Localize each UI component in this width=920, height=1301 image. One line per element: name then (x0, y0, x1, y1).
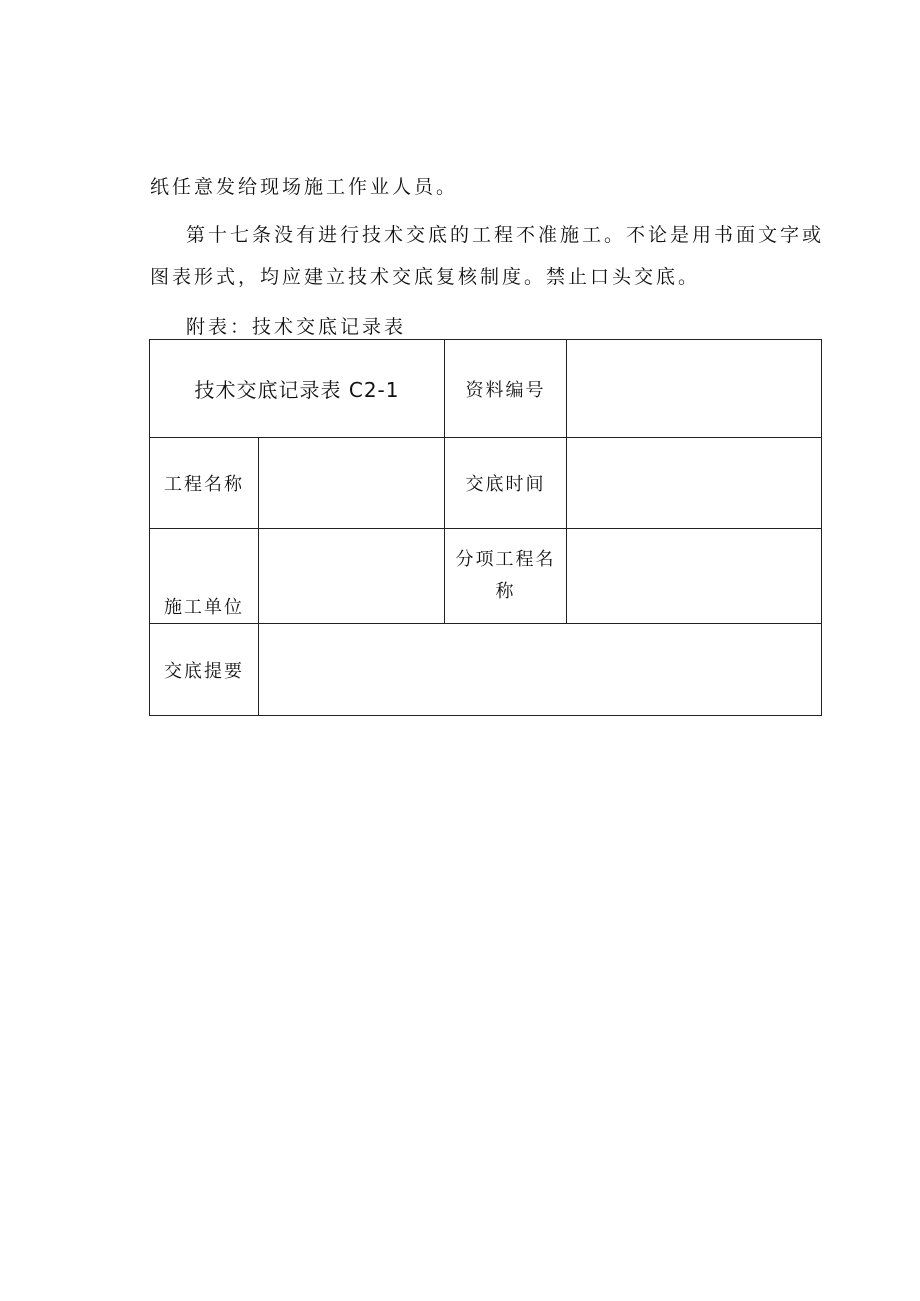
table-row (150, 624, 822, 716)
article-17-line-1: 第十七条没有进行技术交底的工程不准施工。不论是用书面文字或 (186, 224, 825, 246)
project-name-label: 工程名称 (150, 438, 259, 529)
subproject-label-line-2: 称 (495, 581, 516, 602)
project-name-value[interactable] (259, 438, 445, 529)
doc-no-label: 资料编号 (445, 340, 567, 438)
summary-label: 交底提要 (150, 624, 259, 716)
subproject-label (445, 529, 567, 624)
table-caption: 附表：技术交底记录表 (186, 316, 407, 338)
briefing-time-value[interactable] (567, 438, 822, 529)
construction-unit-label: 施工单位 (150, 529, 259, 624)
table-title: 技术交底记录表 C2-1 (150, 340, 445, 438)
subproject-value[interactable] (567, 529, 822, 624)
summary-value[interactable] (259, 624, 822, 716)
construction-unit-value[interactable] (259, 529, 445, 624)
article-17-line-2: 图表形式，均应建立技术交底复核制度。禁止口头交底。 (150, 266, 701, 288)
technical-briefing-record-table (149, 339, 822, 716)
briefing-time-label: 交底时间 (445, 438, 567, 529)
table-row (150, 529, 822, 624)
doc-no-value[interactable] (567, 340, 822, 438)
table-row (150, 438, 822, 529)
subproject-label-line-1: 分项工程名 (455, 549, 556, 570)
table-row (150, 340, 822, 438)
paragraph-continuation: 纸任意发给现场施工作业人员。 (150, 176, 459, 198)
